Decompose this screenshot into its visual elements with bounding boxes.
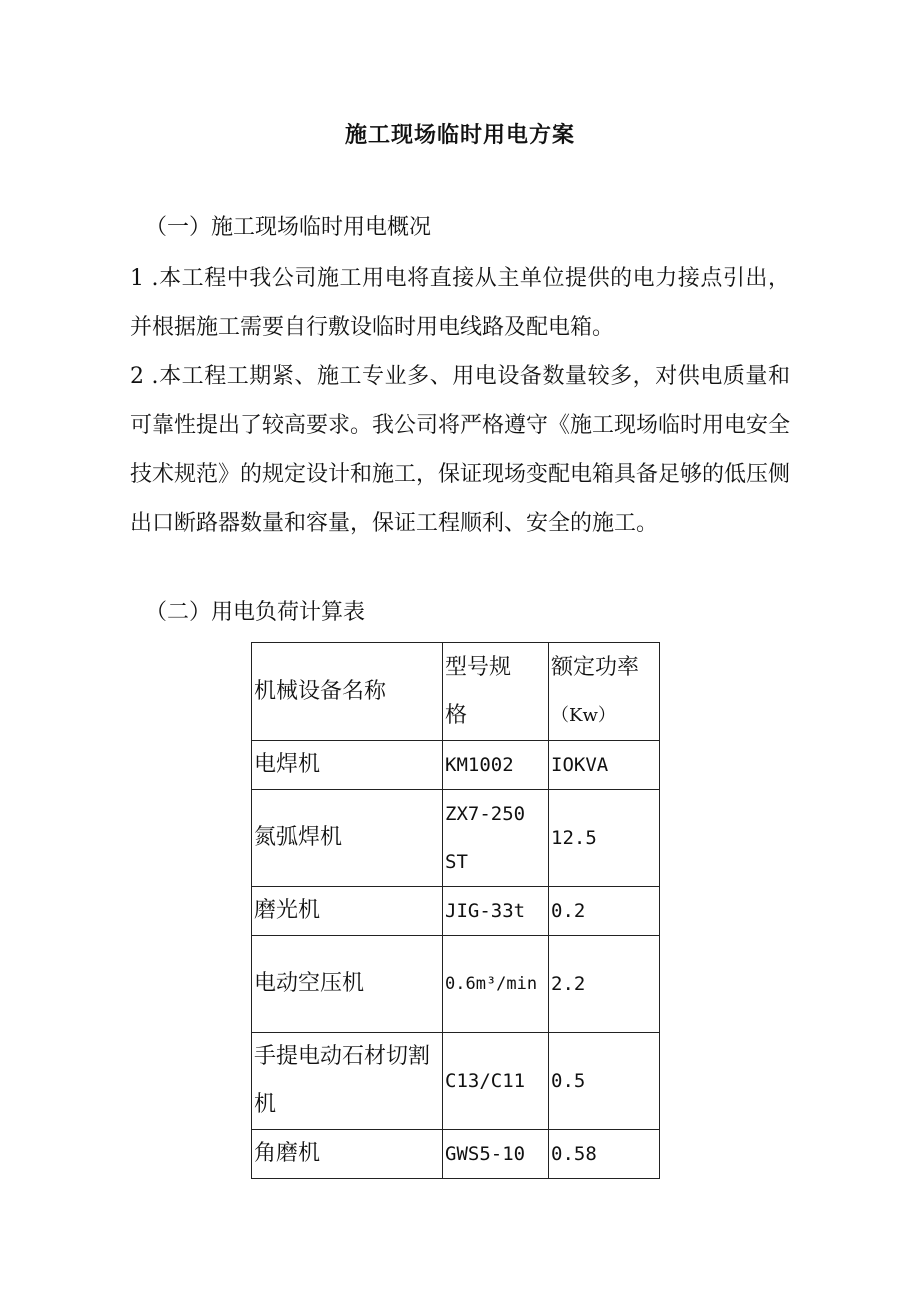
header-equipment-name: 机械设备名称 [252, 643, 443, 741]
cell-power: 0.2 [549, 887, 660, 936]
table-row [252, 1130, 660, 1179]
cell-model: JIG-33t [443, 887, 549, 936]
header-power-line1: 额定功率 [551, 654, 640, 680]
load-calculation-table [251, 642, 660, 1179]
table-row [252, 790, 660, 887]
cell-model: KM1002 [443, 741, 549, 790]
cell-power: 0.58 [549, 1130, 660, 1179]
cell-name [252, 1033, 443, 1130]
table-header-row [252, 643, 660, 741]
paragraph-requirements: 2 .本工程工期紧、施工专业多、用电设备数量较多，对供电质量和可靠性提出了较高要求。我公司将严格遵守《施工现场临时用电安全技术规范》的规定设计和施工，保证现场变配电箱具备足够的低压侧出口断路器数量和容量，保证工程顺利、安全的施工。 [130, 364, 791, 536]
cell-model: 0.6m³/min [443, 936, 549, 1033]
cell-name: 电动空压机 [252, 936, 443, 1033]
cell-name: 电焊机 [252, 741, 443, 790]
header-model-line2: 格 [445, 702, 468, 728]
cell-model [443, 790, 549, 887]
header-power-line2: （Kw） [551, 704, 616, 726]
cell-model-line1: ZX7-250 [445, 803, 526, 825]
table-row [252, 936, 660, 1033]
cell-name: 角磨机 [252, 1130, 443, 1179]
cell-model-line2: ST [445, 851, 468, 873]
header-rated-power [549, 643, 660, 741]
table-row [252, 1033, 660, 1130]
section-heading-overview: （一）施工现场临时用电概况 [145, 215, 432, 240]
section-heading-load-table: （二）用电负荷计算表 [145, 600, 366, 625]
cell-model: C13/C11 [443, 1033, 549, 1130]
document-title: 施工现场临时用电方案 [344, 123, 575, 148]
header-model-line1: 型号规 [445, 654, 512, 680]
cell-name: 氮弧焊机 [252, 790, 443, 887]
table-row [252, 741, 660, 790]
cell-name-line1: 手提电动石材切割 [254, 1044, 431, 1069]
cell-name: 磨光机 [252, 887, 443, 936]
cell-name-line2: 机 [254, 1092, 277, 1117]
table-row [252, 887, 660, 936]
cell-power: 12.5 [549, 790, 660, 887]
cell-power: IOKVA [549, 741, 660, 790]
cell-power: 0.5 [549, 1033, 660, 1130]
header-model [443, 643, 549, 741]
paragraph-power-source: 1 .本工程中我公司施工用电将直接从主单位提供的电力接点引出，并根据施工需要自行敷设临时用电线路及配电箱。 [130, 266, 790, 340]
cell-model: GWS5-10 [443, 1130, 549, 1179]
cell-power: 2.2 [549, 936, 660, 1033]
